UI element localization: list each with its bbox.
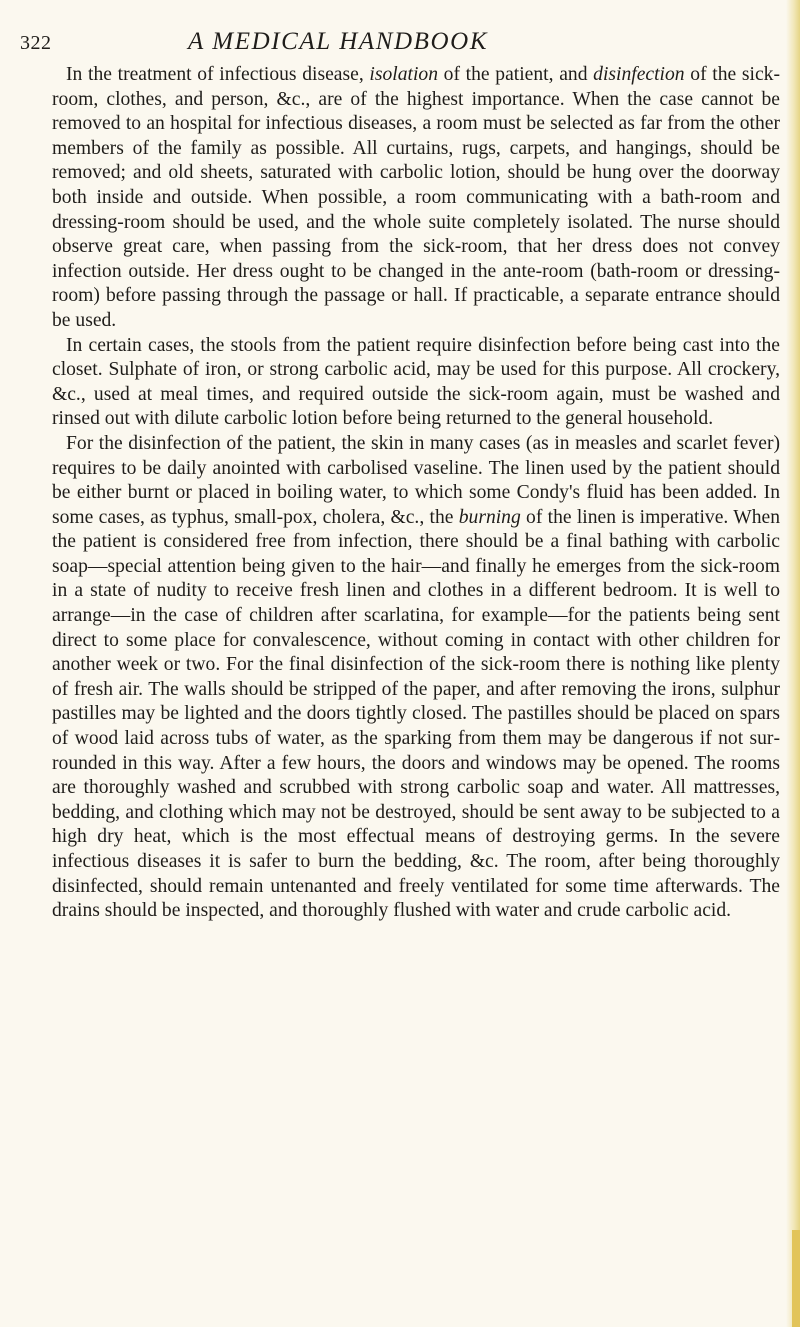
text-span: In the treatment of infectious disease, [66, 64, 370, 85]
page-edge-mark [792, 1230, 800, 1327]
text-span: In certain cases, the stools from the patient require disinfection before being cast into the closet. Sulphate of iron, or strong carbolic acid, may be used for this purpose. All crockery, &c., used at meal times, and required outside the sick-room again, must be washed and rinsed out with dilute carbolic lotion before being returned to the general household. [52, 334, 780, 430]
text-span: of the linen is imperative. When the patient is considered free from infection, there should be a final bathing with carbolic soap—special attention being given to the hair—and finally he emerges from the sick-room in a state of nudity to receive fresh linen and clothes in a different bedroom. It is well to arrange—in the case of children after scarlatina, for example—for the patients being sent direct to some place for convalescence, without coming in contact with other children for another week or two. For the final disinfection of the sick-room there is nothing like plenty of fresh air. The walls should be stripped of the paper, and after removing the irons, sulphur pastilles may be lighted and the doors tightly closed. The pastilles should be placed on spars of wood laid across tubs of water, as the sparking from them may be dangerous if not surrounded in this way. After a few hours, the doors and windows may be opened. The rooms are thoroughly washed and scrubbed with strong carbolic soap and water. All mattresses, bedding, and clothing which may not be destroyed, should be sent away to be subjected to a high dry heat, which is the most effectual means of destroying germs. In the severe infectious diseases it is safer to burn the bedding, &c. The room, after being thoroughly disinfected, should remain untenanted and freely ventilated for some time afterwards. The drains should be inspected, and thoroughly flushed with water and crude carbolic acid. [52, 506, 781, 922]
page-number: 322 [20, 32, 52, 54]
paragraph-isolation [52, 63, 780, 334]
paragraph-stools [52, 334, 780, 432]
text-span: of the patient, and [438, 64, 594, 85]
running-head [20, 28, 760, 68]
text-span: For the disinfection of the patient, the skin in many cases (as in measles and scarlet fever) requires to be daily anointed with carbolised vaseline. The linen used by the patient should be either burnt or placed in boiling water, to which some Condy's fluid has been added. In some cases, as typhus, small-pox, cholera, &c., the [52, 432, 780, 528]
italic-term-isolation: isolation [369, 64, 438, 85]
running-head-title: A MEDICAL HANDBOOK [188, 28, 489, 55]
page-edge-stain [786, 0, 800, 1327]
italic-term-disinfection: disinfection [593, 64, 685, 85]
body-text [52, 63, 780, 924]
paragraph-patient-disinfection [52, 432, 780, 924]
italic-term-burning: burning [458, 506, 521, 528]
text-span: of the sick-room, clothes, and person, &c., are of the highest importance. When the case cannot be removed to an hospital for infectious diseases, a room must be selected as far from the other members of the family as possible. All curtains, rugs, carpets, and hangings, should be removed; and old sheets, saturated with carbolic lotion, should be hung over the doorway both inside and outside. When possible, a room communicating with a bath-room and dressing-room should be used, and the whole suite completely isolated. The nurse should observe great care, when passing from the sick-room, that her dress does not convey infection outside. Her dress ought to be changed in the ante-room (bath-room or dressing-room) before passing through the passage or hall. If practicable, a separate entrance should be used. [52, 64, 780, 331]
